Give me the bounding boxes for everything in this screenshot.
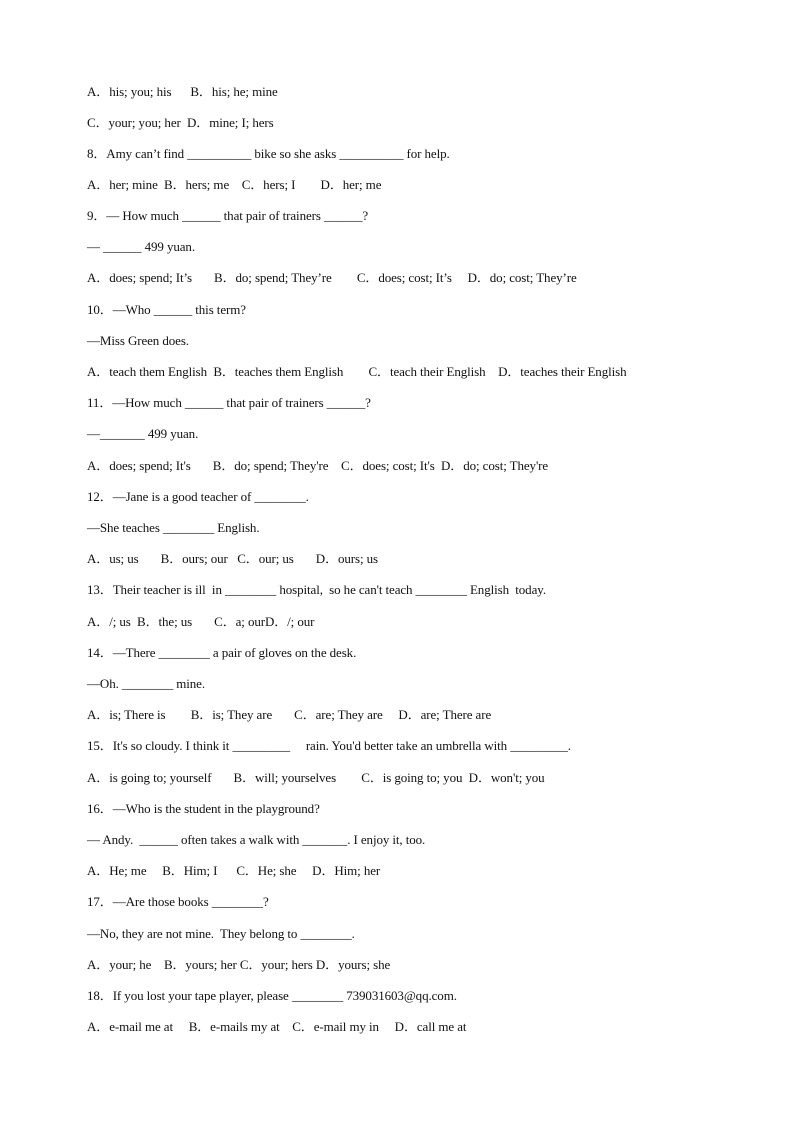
q8-question: 8．Amy can’t find __________ bike so she asks __________ for help. [87, 146, 450, 161]
q16-options: A．He; me B．Him; I C．He; she D．Him; her [87, 863, 381, 878]
q7-options-line-1: A．his; you; his B．his; he; mine [87, 84, 278, 99]
q11-question: 11．—How much ______ that pair of trainers ______? [87, 395, 371, 410]
q17-question: 17．—Are those books ________? [87, 894, 269, 909]
q12-options: A．us; us B．ours; our C．our; us D．ours; us [87, 551, 378, 566]
q7-options-line-2: C．your; you; her D．mine; I; hers [87, 115, 274, 130]
q15-options: A．is going to; yourself B．will; yourselves C．is going to; you D．won't; you [87, 770, 545, 785]
q9-options: A．does; spend; It’s B．do; spend; They’re C．does; cost; It’s D．do; cost; They’re [87, 270, 577, 285]
q13-question: 13．Their teacher is ill in ________ hospital, so he can't teach ________ English today. [87, 582, 546, 597]
q8-options: A．her; mine B．hers; me C．hers; I D．her; me [87, 177, 382, 192]
q12-answer-line: —She teaches ________ English. [87, 520, 260, 535]
q9-answer-line: — ______ 499 yuan. [87, 239, 195, 254]
q10-answer-line: —Miss Green does. [87, 333, 189, 348]
q14-answer-line: —Oh. ________ mine. [87, 676, 205, 691]
q15-question: 15．It's so cloudy. I think it _________ rain. You'd better take an umbrella with _________. [87, 738, 571, 753]
q14-options: A．is; There is B．is; They are C．are; They are D．are; There are [87, 707, 492, 722]
q12-question: 12．—Jane is a good teacher of ________. [87, 489, 309, 504]
q17-options: A．your; he B．yours; her C．your; hers D．yours; she [87, 957, 391, 972]
q17-answer-line: —No, they are not mine. They belong to ________. [87, 926, 355, 941]
q10-question: 10．—Who ______ this term? [87, 302, 246, 317]
q16-answer-line: — Andy. ______ often takes a walk with _______. I enjoy it, too. [87, 832, 426, 847]
q10-options: A．teach them English B．teaches them English C．teach their English D．teaches their English [87, 364, 627, 379]
q18-question: 18．If you lost your tape player, please ________ 739031603@qq.com. [87, 988, 457, 1003]
q11-options: A．does; spend; It's B．do; spend; They're C．does; cost; It's D．do; cost; They're [87, 458, 549, 473]
q14-question: 14．—There ________ a pair of gloves on the desk. [87, 645, 357, 660]
q16-question: 16．—Who is the student in the playground? [87, 801, 320, 816]
q13-options: A．/; us B．the; us C．a; ourD．/; our [87, 614, 315, 629]
q18-options: A．e-mail me at B．e-mails my at C．e-mail my in D．call me at [87, 1019, 467, 1034]
q9-question: 9．— How much ______ that pair of trainers ______? [87, 208, 369, 223]
q11-answer-line: —_______ 499 yuan. [87, 426, 199, 441]
